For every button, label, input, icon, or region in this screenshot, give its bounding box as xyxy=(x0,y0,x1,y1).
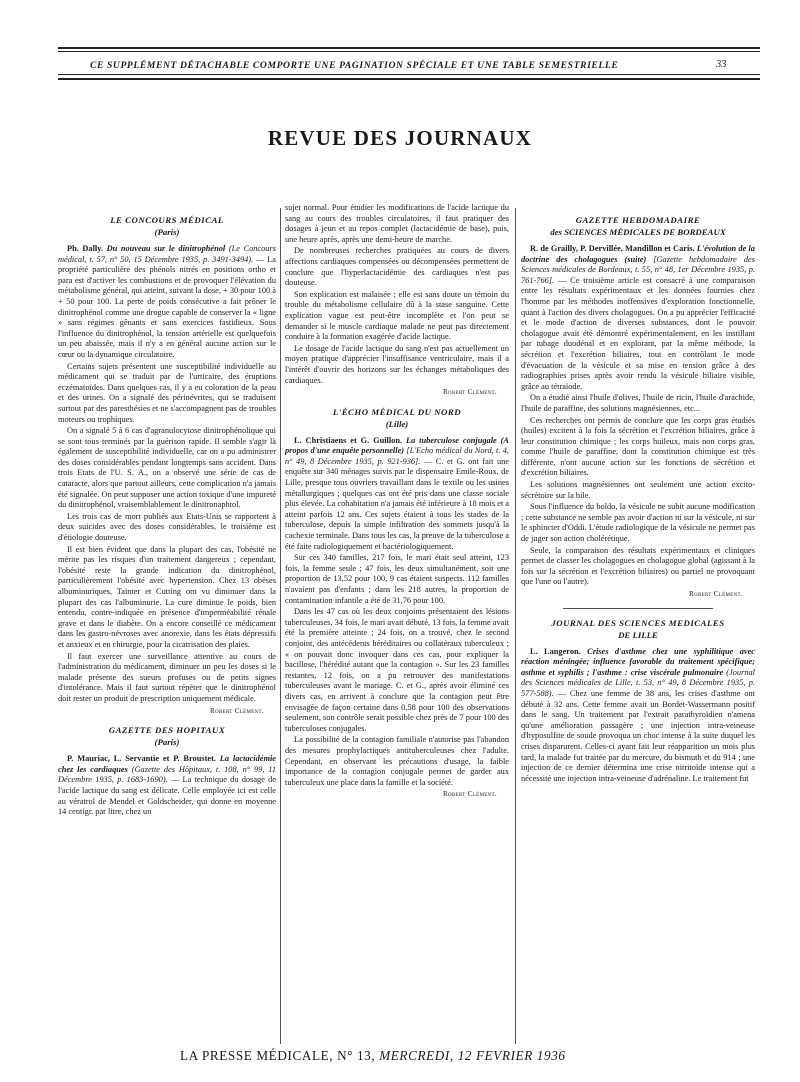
article-paragraph: On a étudié ainsi l'huile d'olives, l'huile de ricin, l'huile d'arachide, l'huile de paraffine, des solutions magnésiennes, etc... xyxy=(521,393,755,413)
article-paragraph xyxy=(285,436,509,553)
section-divider xyxy=(563,608,713,609)
article-paragraph: Sous l'influence du boldo, la vésicule ne subit aucune modification ; cette substance ne semble pas avoir d'action ni sur la vésicule, ni sur le sphincter d'Oddi. L'étude radiologique de la vésicule ne permet pas de juger son action cholérétique. xyxy=(521,502,755,544)
page-number: 33 xyxy=(716,59,727,70)
column-divider-1 xyxy=(280,208,281,1044)
article-paragraph: Il faut exercer une surveillance attentive au cours de l'administration du médicament, diminuer un peu les doses si le malade présente des sueurs profuses ou de petits signes d'intolérance. Mais il faut surtout répéter que le dinitrophénol doit rester un produit de prescription uniquement médicale. xyxy=(58,651,276,703)
article-paragraph: Certains sujets présentent une susceptibilité individuelle au médicament qui se traduit par de l'urticaire, des éruptions eczématoïdes. Dans quelques cas, il y a eu coloration de la peau et des urines. On a signalé des périnévrites, qui se traduisent surtout par des paresthésies et ne s'accompagnent pas de troubles moteurs ou trophiques. xyxy=(58,361,276,424)
article-author: L. Christiaens et G. Guillon. xyxy=(294,435,403,445)
column-2 xyxy=(285,203,509,1043)
article-paragraph: Le dosage de l'acide lactique du sang n'est pas actuellement un moyen pratique d'apprécier l'insuffisance ventriculaire, mais il a l'intérêt d'ouvrir des horizons sur les échanges métaboliques des cardiaques. xyxy=(285,343,509,385)
article-author: P. Mauriac, L. Servantie et P. Broustet. xyxy=(67,754,216,764)
section-title: JOURNAL DES SCIENCES MEDICALES xyxy=(551,617,725,628)
section-title: L'ÉCHO MÉDICAL DU NORD xyxy=(332,406,462,417)
article-paragraph: Dans les 47 cas où les deux conjoints présentaient des lésions tuberculeuses, 34 fois, le mari avait débuté, 13 fois, la femme avait été la première atteinte ; 24 fois, on a trouvé, chez le second conjoint, des antécédents héréditaires ou collatéraux tuberculeux ; « on pouvait donc invoquer dans ces cas, pour expliquer la bacillose, l'hérédité autant que la contagion ». Sur les 23 familles restantes, 12 fois, on a pu retrouver des manifestations tuberculeuses avant le mariage. C. et G., après avoir éliminé ces divers cas, en arrivent à conclure que la contagion peut être envisagée de façon certaine dans 0,58 pour 100 des observations seulement, son contrôle serait possible chez près de 7 pour 100 des tuberculoses conjugales. xyxy=(285,607,509,733)
section-city: DE LILLE xyxy=(618,629,658,640)
article-reference: [Gazette hebdomadaire des Sciences médicales de Bordeaux, t. 55, n° 48, 1er Décembre 1935, p. 761-766]. xyxy=(521,254,755,285)
article-paragraph: sujet normal. Pour étudier les modifications de l'acide lactique du sang au cours des troubles circulatoires, il faut pratiquer des dosages à jeun et au repos complet (lactacidémie de base), puis, une heure après, après une demi-heure de marche. xyxy=(285,203,509,244)
article-paragraph: Les trois cas de mort publiés aux Etats-Unis se rapportent à deux suicides avec des doses considérables, le troisième est d'étiologie douteuse. xyxy=(58,511,276,543)
article-paragraph: Les solutions magnésiennes ont seulement une action excito-sécrétoire sur la bile. xyxy=(521,480,755,500)
article-paragraph xyxy=(521,647,755,785)
column-divider-2 xyxy=(515,208,516,1044)
section-title-line-2: des SCIENCES MÉDICALES DE BORDEAUX xyxy=(550,227,726,237)
article-title: La tuberculose conjugale (A propos d'une enquête personnelle) xyxy=(285,435,509,456)
section-title: LE CONCOURS MÉDICAL xyxy=(110,215,224,225)
section-city: (Paris) xyxy=(154,737,180,748)
article-reference: (Le Concours médical, t. 57, n° 50, 15 Décembre 1935, p. 3491-3494). xyxy=(58,244,276,264)
article-signature: Robert Clément. xyxy=(442,790,497,799)
article-reference: (Journal des Sciences médicales de Lille, t. 53, n° 49, 8 Décembre 1935, p. 577-588). xyxy=(521,667,755,698)
article-paragraph xyxy=(58,754,276,818)
footer-journal: LA PRESSE MÉDICALE, xyxy=(180,1048,334,1063)
article-author: R. de Grailly, P. Dervillée, Mandillon et Caris. xyxy=(530,244,695,253)
article-title: La lactacidémie chez les cardiaques xyxy=(58,754,276,774)
article-author: Ph. Dally. xyxy=(67,244,104,253)
article-paragraph: Il est bien évident que dans la plupart des cas, l'obésité ne mérite pas les risques d'un traitement dangereux ; cependant, l'obésité reste la grande indication du dinitrophénol, particulièrement l'obésité avec hypertension. Chez 13 obèses albuminuriques, Tainter et Cutting ont vu diminuer dans la plupart des cas l'albuminurie. La cure diminue le poids, bien entendu, contre-indiquée en présence d'imperméabilité rénale grave et dans le diabète. On a encore conseillé ce médicament dans les gastro-névroses avec anorexie, dans les états dépressifs et anxieux et en chirurgie, pour la cicatrisation des plaies. xyxy=(58,544,276,649)
top-rule-1 xyxy=(58,47,760,49)
supplement-banner: CE SUPPLÉMENT DÉTACHABLE COMPORTE UNE PAGINATION SPÉCIALE ET UNE TABLE SEMESTRIELLE xyxy=(90,60,619,71)
article-paragraph xyxy=(58,244,276,361)
article-text: — La technique du dosage de l'acide lactique du sang est délicate. Celle employée ici est celle au vératrol de Mendel et Goldscheider, qui donne en moyenne 14 centigr. par litre, chez un xyxy=(58,775,276,817)
section-city: (Paris) xyxy=(154,227,180,237)
footer-date: MERCREDI, 12 FEVRIER 1936 xyxy=(379,1048,566,1063)
article-author: L. Langeron. xyxy=(530,646,581,656)
article-paragraph: La possibilité de la contagion familiale n'autorise pas l'abandon des mesures prophylactiques antituberculeuses chez l'adulte. Cependant, en observant les précautions d'usage, la faible importance de la contagion conjugale permet de garder aux tuberculeux une place dans la famille et la société. xyxy=(285,735,509,787)
article-title: Crises d'asthme chez une syphilitique avec réaction méningée; influence favorable du traitement spécifique; asthme et syphilis ; l'asthme : crise viscérale pulmonaire xyxy=(521,646,755,677)
article-paragraph xyxy=(521,244,755,392)
page-footer xyxy=(180,1048,566,1064)
article-reference: [L'Echo médical du Nord, t. 4, n° 49, 8 Décembre 1935, p. 921-936]. xyxy=(285,446,509,466)
article-paragraph: De nombreuses recherches pratiquées au cours de divers affections cardiaques compensées ou décompensées permettent de conclure que l'hyperlactacidémie des cardiaques n'est pas douteuse. xyxy=(285,246,509,288)
article-reference: (Gazette des Hôpitaux, t. 108, n° 99, 11 Décembre 1935, p. 1683-1690). xyxy=(58,764,276,785)
article-paragraph: On a signalé 5 à 6 cas d'agranulocytose dinitrophénolique qui se sont tous terminés par la guérison rapide. Il semble s'agir là également de susceptibilité individuelle, car on a pu administrer des doses considérables pendant longtemps sans accident. Dans trois Etats de l'U. S. A., on a observé une série de cas de cataracte, alors que partout ailleurs, cette complication n'a jamais été signalée. On peut supposer une action toxique d'une impureté du dinitrophénol, vraisemblablement le dinitronaphtol. xyxy=(58,426,276,510)
page-title: REVUE DES JOURNAUX xyxy=(267,126,533,150)
section-city: (Lille) xyxy=(385,418,409,429)
top-rule-3 xyxy=(58,74,760,75)
top-rule-2 xyxy=(58,51,760,52)
article-text: — C. et G. ont fait une enquête sur 340 ménages suivis par le dispensaire Emile-Roux, de Lille, presque tous ouvriers travaillant dans le textile ou les usines métallurgiques ; quelques cas ont été pris dans une classe sociale plus élevée. La cohabitation n'a jamais été inférieure à 18 mois et a atteint parfois 12 ans. Ces sujets étaient à tous les stades de la tuberculose, depuis la simple infiltration des sommets jusqu'à la cachexie terminale. Dans tous les cas, la preuve de la tuberculose a été faite radiologiquement et bactériologiquement. xyxy=(285,456,509,551)
article-signature: Robert Clément. xyxy=(209,706,264,715)
section-title: GAZETTE HEBDOMADAIRE xyxy=(575,215,701,225)
article-paragraph: Ces recherches ont permis de conclure que les corps gras étudiés (huiles) excitent à la fois la sécrétion et l'excrétion biliaires, grâce à leur constitution chimique ; les corps huileux, mais non corps gras, comme l'huile de paraffine, dont la constitution chimique est très différente, n'ont aucune action sur les fonctions de sécrétion et d'excrétion biliaires. xyxy=(521,415,755,478)
article-signature: Robert Clément. xyxy=(442,388,497,397)
article-text: — Ce troisième article est consacré à une comparaison entre les résultats expérimentaux et les données fournies chez l'homme par les méthodes inoffensives d'exploration fonctionnelle, quant à l'action des divers cholagogues. On a pu apprécier l'efficacité et le mode d'action de diverses substances, dont le pouvoir cholagogue avait été démontré expérimentalement, en les instillant par tubage duodénal et en explorant, par la même méthode, la sécrétion et l'excrétion biliaires, tout en contrôlant le mode d'évacuation de la vésicule et sa mise en tension grâce à des radiographies prises après avoir rendu la vésicule biliaire visible, grâce au tétraïode. xyxy=(521,275,755,391)
column-3 xyxy=(521,214,755,1044)
article-paragraph: Seule, la comparaison des résultats expérimentaux et cliniques permet de classer les cholagogues en cholagogue global (agissant à la fois sur la sécrétion et l'excrétion biliaires) ou partiel ne provoquant que l'une ou l'autre). xyxy=(521,545,755,587)
top-rule-4 xyxy=(58,78,760,80)
article-signature: Robert Clément. xyxy=(688,590,743,598)
column-1 xyxy=(58,214,276,1044)
article-paragraph: Son explication est malaisée ; elle est sans doute un témoin du trouble du métabolisme cellulaire dû à la stase sanguine. Cette explication vague est peut-être incomplète et l'on peut se demander si le muscle cardiaque malade ne peut pas directement conduire à la formation exagérée d'acide lactique. xyxy=(285,289,509,342)
footer-issue: N° 13, xyxy=(337,1048,376,1063)
article-paragraph: Sur ces 340 familles, 217 fois, le mari était seul atteint, 123 fois, la femme seule ; 47 fois, les deux simultanément, soit une proportion de 13,52 pour 100, 9 cas étaient suspects. 112 familles n'avaient pas d'enfants ; dans les 218 autres, la proportion de contamination infantile a été de 31,76 pour 100. xyxy=(285,553,509,605)
article-text: — La propriété particulière des phénols nitrés en positions ortho et para est d'activer les combustions et de provoquer l'élévation du métabolisme général, qui atteint, suivant la dose, + 30 pour 100 à + 50 pour 100. La perte de poids consécutive a fait prôner le dinitrophénol comme une drogue capable de conserver la « ligne » sans régimes gênants et sans exercices fastidieux. Sous l'influence du dinitrophénol, la tension artérielle est quelquefois un peu abaissée, mais il n'y a en général aucune action sur le cœur ou la dynamique circulatoire. xyxy=(58,254,276,359)
article-title: Du nouveau sur le dinitrophénol xyxy=(106,244,226,253)
article-text: — Chez une femme de 38 ans, les crises d'asthme ont débuté à 32 ans. Cette femme avait un Bordet-Wassermann positif dans le sang. Un traitement par l'extrait parathyroïdien n'amena qu'une amélioration passagère ; une injection intra-veineuse d'hyposulfite de soude provoqua un choc intense à la suite duquel les crises disparurent. Celles-ci ayant fait leur réapparition un mois plus tard, la malade fut traitée par du mercure, du bismuth et du 914 ; une injection de ce dernier détermina une crise nitritoïde intense qui a nécessité une injection intra-veineuse d'adrénaline. Le traitement fut xyxy=(521,688,755,783)
article-title: L'évolution de la doctrine des cholagogues (suite) xyxy=(521,244,755,264)
section-title: GAZETTE DES HOPITAUX xyxy=(108,725,226,736)
